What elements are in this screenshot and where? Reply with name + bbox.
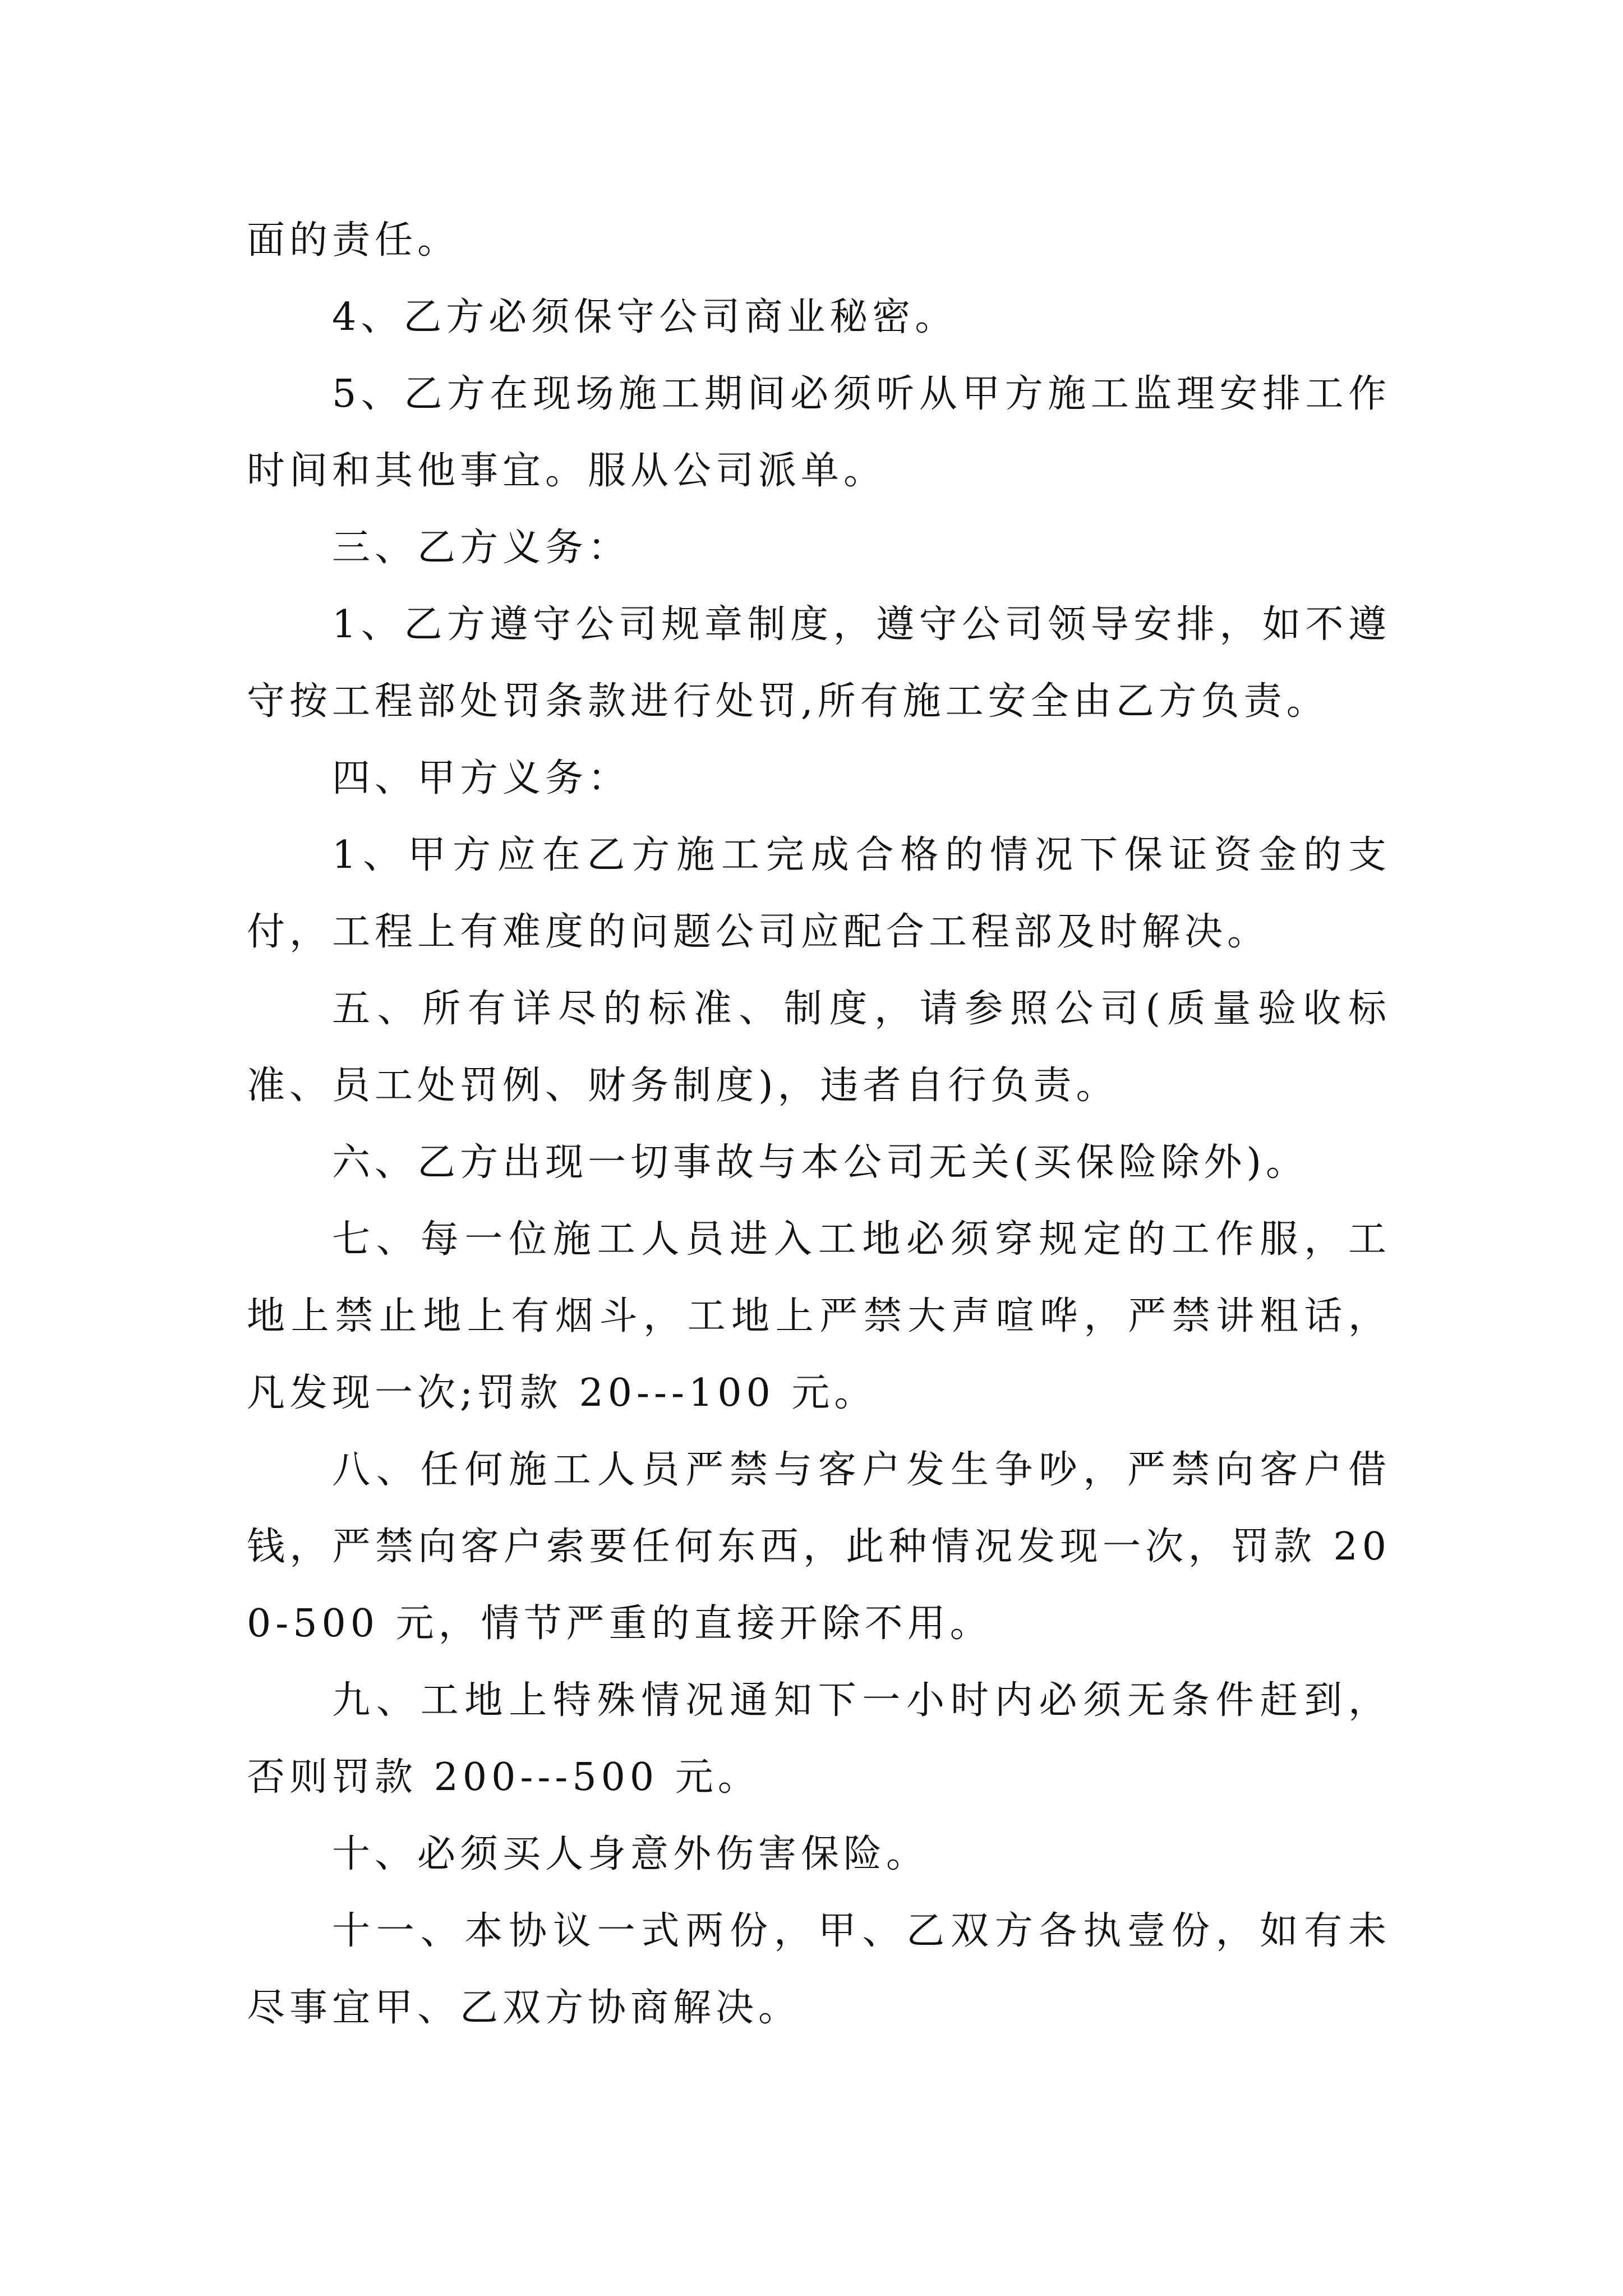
section-heading-3: 三、乙方义务：	[332, 526, 631, 570]
document-body	[247, 202, 1391, 2046]
paragraph-section-6: 六、乙方出现一切事故与本公司无关(买保险除外)。	[332, 1140, 1309, 1185]
paragraph-item-5: 5、乙方在现场施工期间必须听从甲方施工监理安排工作时间和其他事宜。服从公司派单。	[247, 372, 1391, 493]
paragraph-section-8: 八、任何施工人员严禁与客户发生争吵，严禁向客户借钱，严禁向客户索要任何东西，此种情况发现一次，罚款 200-500 元，情节严重的直接开除不用。	[247, 1448, 1391, 1646]
paragraph-item-4: 4、乙方必须保守公司商业秘密。	[332, 295, 958, 339]
paragraph-section-3-item-1: 1、乙方遵守公司规章制度，遵守公司领导安排，如不遵守按工程部处罚条款进行处罚,所有施工安全由乙方负责。	[247, 602, 1391, 724]
paragraph-section-4-item-1: 1、甲方应在乙方施工完成合格的情况下保证资金的支付，工程上有难度的问题公司应配合工程部及时解决。	[247, 833, 1391, 954]
paragraph-section-5: 五、所有详尽的标准、制度，请参照公司(质量验收标准、员工处罚例、财务制度)，违者自行负责。	[247, 987, 1391, 1108]
paragraph-section-7: 七、每一位施工人员进入工地必须穿规定的工作服，工地上禁止地上有烟斗，工地上严禁大声喧哗，严禁讲粗话，凡发现一次;罚款 20---100 元。	[247, 1217, 1391, 1415]
paragraph-continuation: 面的责任。	[247, 218, 460, 263]
paragraph-section-9: 九、工地上特殊情况通知下一小时内必须无条件赶到，否则罚款 200---500 元。	[247, 1678, 1391, 1800]
paragraph-section-10: 十、必须买人身意外伤害保险。	[332, 1832, 929, 1876]
paragraph-section-11: 十一、本协议一式两份，甲、乙双方各执壹份，如有未尽事宜甲、乙双方协商解决。	[247, 1909, 1391, 2030]
section-heading-4: 四、甲方义务：	[332, 756, 631, 800]
